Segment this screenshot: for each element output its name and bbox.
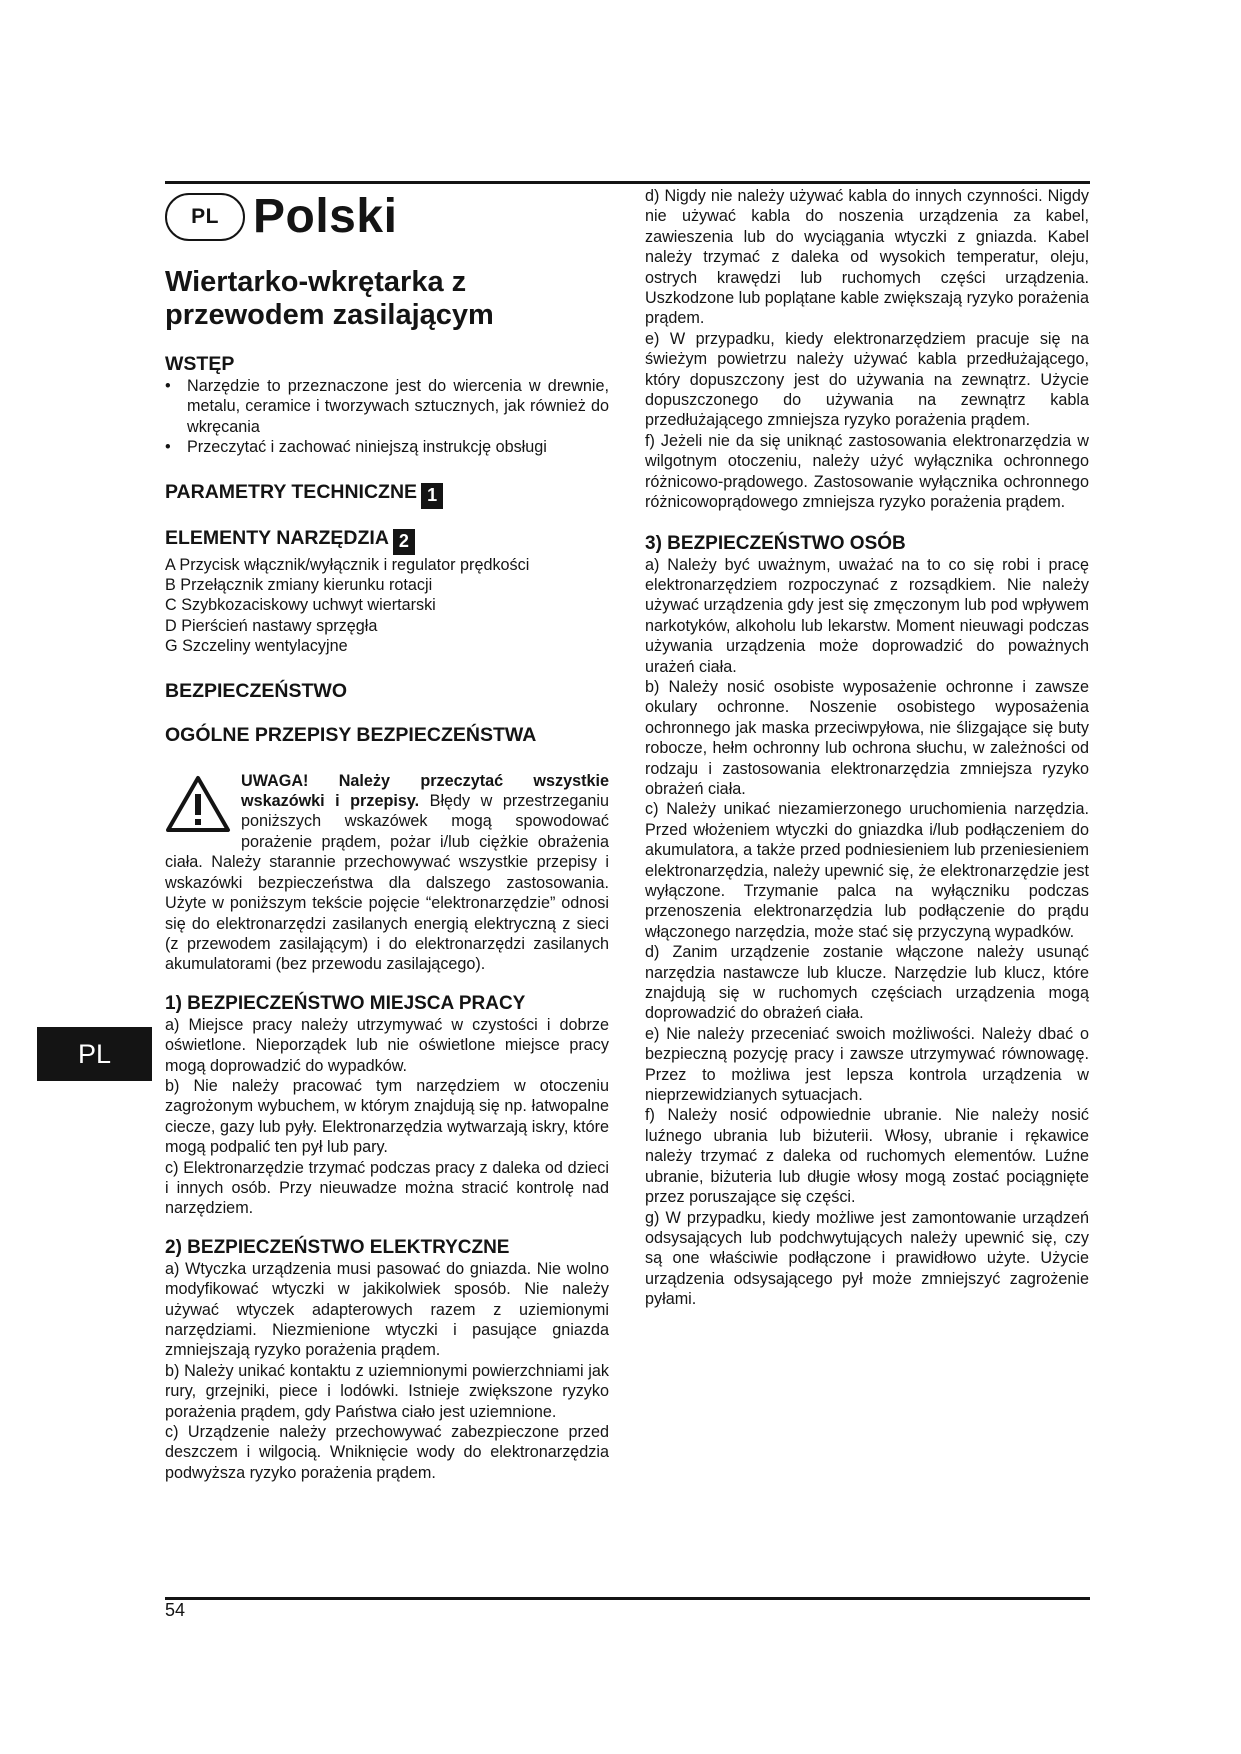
intro-list [165, 376, 609, 458]
list-item: G Szczeliny wentylacyjne [165, 637, 348, 656]
paragraph: g) W przypadku, kiedy możliwe jest zamontowanie urządzeń odsysających lub podchwytujących należy upewnić się, czy są one właściwie podłączone i prawidłowo użyte. Użycie urządzenia odsysającego pył może zmniejszyć zagrożenie pyłami. [645, 1208, 1089, 1309]
paragraph: c) Należy unikać niezamierzonego uruchomienia narzędzia. Przed włożeniem wtyczki do gniazdka i/lub podłączeniem do akumulatora, a także przed podniesieniem lub przeniesieniem elektronarzędzia, należy upewnić się, że elektronarzędzie jest wyłączone. Trzymanie palca na wyłączniku podczas przenoszenia elektronarzędzia lub podłączenie do prądu włączonego narzędzia, może stać się przyczyną wypadków. [645, 800, 1089, 941]
list-item: • Narzędzie to przeznaczone jest do wiercenia w drewnie, metalu, ceramice i tworzywach sztucznych, jak również do wkręcania [165, 376, 609, 437]
warning-triangle-icon [165, 775, 231, 833]
elements-heading [165, 527, 609, 555]
list-item: C Szybkozaciskowy uchwyt wiertarski [165, 596, 436, 615]
left-column [165, 184, 609, 1483]
language-name: Polski [253, 189, 398, 243]
paragraph: d) Nigdy nie należy używać kabla do innych czynności. Nigdy nie używać kabla do noszenia urządzenia za kabel, zawieszenia lub do wyciągania wtyczki z gniazda. Kabel należy trzymać z daleka od wysokich temperatur, oleju, ostrych krawędzi lub ruchomych części urządzenia. Uszkodzone lub poplątane kable zwiększają ryzyko porażenia prądem. [645, 187, 1089, 328]
workplace-heading: 1) BEZPIECZEŃSTWO MIEJSCA PRACY [165, 992, 526, 1014]
elements-list [165, 555, 609, 657]
paragraph: b) Należy unikać kontaktu z uziemnionymi powierzchniami jak rury, grzejniki, piece i lodówki. Istnieje zwiększone ryzyko porażenia prądem, gdy Państwa ciało jest uziemnione. [165, 1361, 609, 1421]
paragraph: a) Wtyczka urządzenia musi pasować do gniazda. Nie wolno modyfikować wtyczki w jakikolwiek sposób. Nie należy używać wtyczek adapterowych razem z uziemionymi narzędziami. Niezmienione wtyczki i pasujące gniazda zmniejszają ryzyko porażenia prądem. [165, 1259, 609, 1360]
paragraph: a) Należy być uważnym, uważać na to co się robi i pracę elektronarzędziem rozpoczynać z rozsądkiem. Nie należy używać urządzenia gdy jest się zmęczonym lub pod wpływem narkotyków, alkoholu lub lekarstw. Moment nieuwagi podczas używania urządzenia może doprowadzić do poważnych urażeń ciała. [645, 555, 1089, 676]
paragraph: a) Miejsce pracy należy utrzymywać w czystości i dobrze oświetlone. Nieporządek lub nie oświetlone miejsce pracy mogą doprowadzić do wypadków. [165, 1015, 609, 1075]
figure-ref-2: 2 [393, 529, 415, 555]
paragraph: e) W przypadku, kiedy elektronarzędziem pracuje się na świeżym powietrzu należy używać kabla przedłużającego, który dopuszczony jest do używania na zewnątrz. Użycie dopuszczonego do używania na zewnątrz kabla przedłużającego zmniejsza ryzyko porażenia prądem. [645, 329, 1089, 430]
paragraph: b) Nie należy pracować tym narzędziem w otoczeniu zagrożonym wybuchem, w którym znajdują się np. łatwopalne ciecze, gazy lub pyły. Elektronarzędzia wytwarzają iskry, które mogą podpalić ten pył lub pary. [165, 1076, 609, 1157]
paragraph: b) Należy nosić osobiste wyposażenie ochronne i zawsze okulary ochronne. Noszenie osobistego wyposażenia ochronnego jak maska przeciwpyłowa, nie ślizgające się buty robocze, hełm ochronny lub ochrona słuchu, w zależności od rodzaju i zastosowania elektronarzędzia zmniejsza ryzyko obrażeń ciała. [645, 677, 1089, 798]
paragraph: f) Jeżeli nie da się uniknąć zastosowania elektronarzędzia w wilgotnym otoczeniu, należy użyć wyłącznika ochronnego różnicowo-prądowego. Zastosowanie wyłącznika ochronnego różnicowoprądowego zmniejsza ryzyko porażenia prądem. [645, 431, 1089, 512]
warning-block [165, 771, 609, 975]
tech-params-heading [165, 481, 609, 509]
general-safety-heading: OGÓLNE PRZEPISY BEZPIECZEŃSTWA [165, 723, 537, 746]
elements-label: ELEMENTY NARZĘDZIA [165, 526, 389, 549]
warning-paragraph [165, 771, 609, 975]
safety-heading: BEZPIECZEŃSTWO [165, 679, 348, 702]
electrical-heading: 2) BEZPIECZEŃSTWO ELEKTRYCZNE [165, 1236, 510, 1258]
warning-text: Błędy w przestrzeganiu poniższych wskazówek mogą spowodować porażenie prądem, pożar i/lub ciężkie obrażenia ciała. Należy starannie przechowywać wszystkie przepisy i wskazówki bezpieczeństwa dla dalszego zastosowania. Użyte w poniższym tekście pojęcie “elektronarzędzie” odnosi się do elektronarzędzi zasilanych energią elektryczną z sieci (z przewodem zasilającym) i do elektronarzędzi zasilanych akumulatorami (bez przewodu zasilającego). [165, 792, 609, 974]
page-number: 54 [165, 1600, 186, 1620]
list-item: A Przycisk włącznik/wyłącznik i regulator prędkości [165, 555, 530, 574]
paragraph: d) Zanim urządzenie zostanie włączone należy usunąć narzędzia nastawcze lub klucze. Narzędzie lub klucz, które znajdują się w ruchomych częściach urządzenia mogą doprowadzić do obrażeń ciała. [645, 943, 1089, 1023]
tech-params-label: PARAMETRY TECHNICZNE [165, 480, 418, 503]
list-item: D Pierścień nastawy sprzęgła [165, 616, 378, 635]
language-side-tab: PL [37, 1027, 152, 1081]
page-title: Wiertarko-wkrętarka z przewodem zasilającym [165, 266, 494, 331]
list-item: • Przeczytać i zachować niniejszą instrukcję obsługi [165, 437, 609, 457]
personal-heading: 3) BEZPIECZEŃSTWO OSÓB [645, 532, 906, 554]
bottom-rule [165, 1597, 1090, 1600]
figure-ref-1: 1 [421, 483, 443, 509]
list-item: B Przełącznik zmiany kierunku rotacji [165, 576, 433, 595]
language-header [165, 188, 609, 246]
language-code-badge: PL [165, 193, 245, 241]
paragraph: e) Nie należy przeceniać swoich możliwości. Należy dbać o bezpieczną pozycję pracy i zawsze utrzymywać równowagę. Przez to możliwa jest lepsza kontrola urządzenia w nieprzewidzianych sytuacjach. [645, 1024, 1089, 1105]
intro-heading: WSTĘP [165, 353, 235, 375]
paragraph: f) Należy nosić odpowiednie ubranie. Nie należy nosić luźnego ubrania lub biżuterii. Włosy, ubranie i rękawice należy trzymać z daleka od ruchomych elementów. Luźne ubranie, biżuteria lub długie włosy mogą zostać pociągnięte przez poruszające się części. [645, 1106, 1089, 1207]
warning-bold: UWAGA! Należy przeczytać wszystkie wskazówki i przepisy. [241, 771, 609, 811]
right-column [645, 186, 1089, 1310]
paragraph: c) Elektronarzędzie trzymać podczas pracy z daleka od dzieci i innych osób. Przy nieuwadze można stracić kontrolę nad narzędziem. [165, 1158, 609, 1218]
paragraph: c) Urządzenie należy przechowywać zabezpieczone przed deszczem i wilgocią. Wniknięcie wody do elektronarzędzia podwyższa ryzyko porażenia prądem. [165, 1423, 609, 1482]
